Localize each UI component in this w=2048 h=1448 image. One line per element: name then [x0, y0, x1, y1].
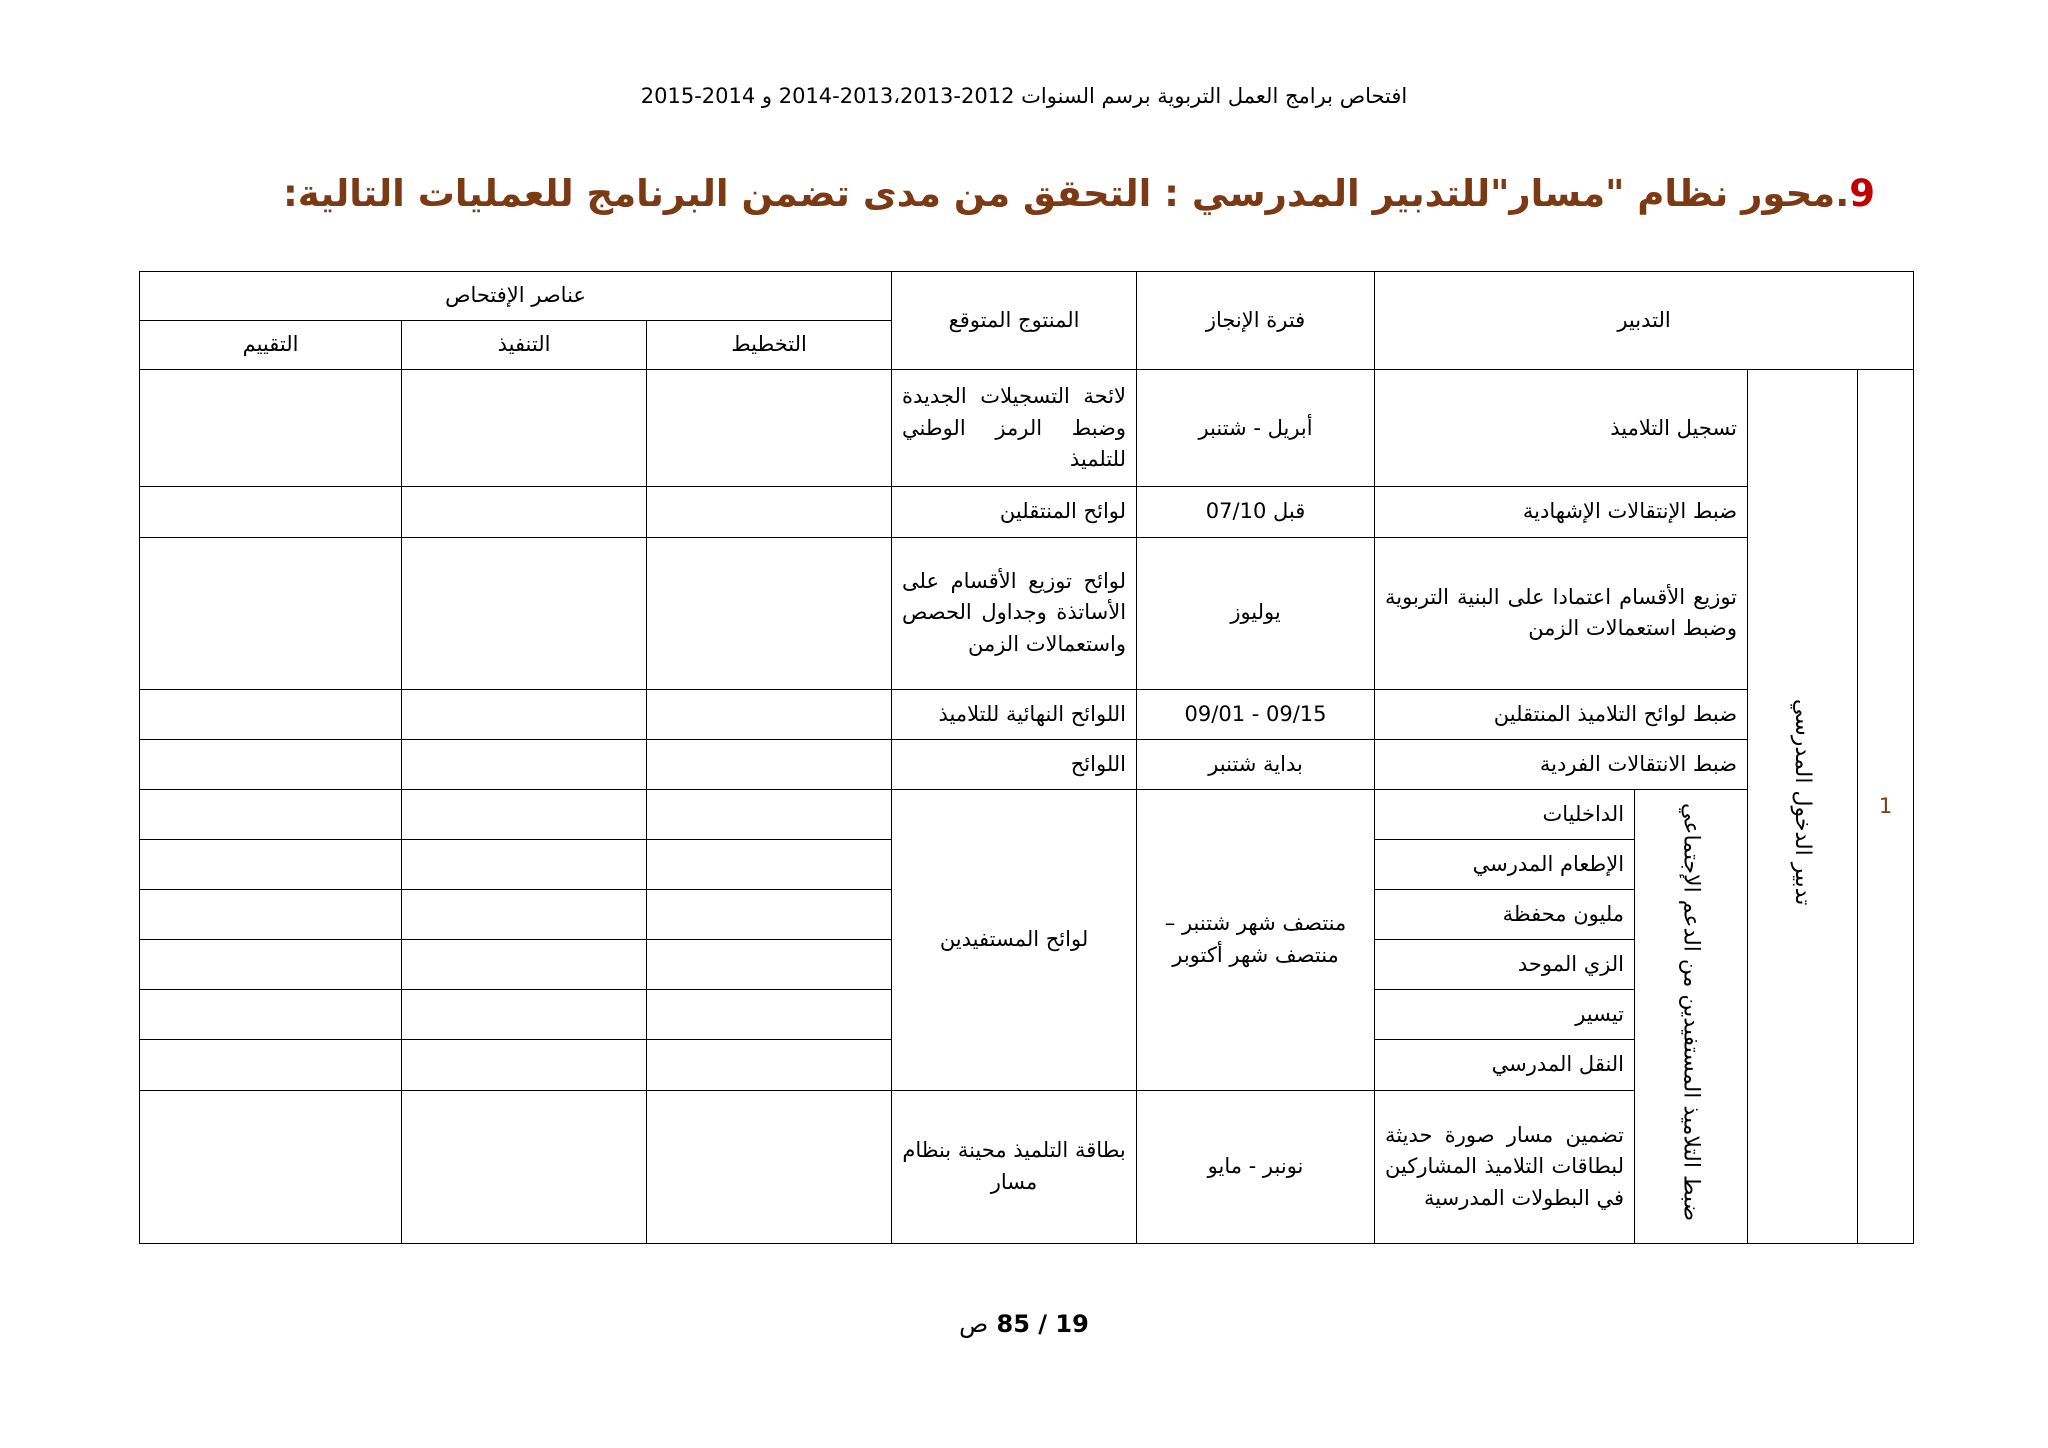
period-cell: نونبر - مايو — [1137, 1090, 1375, 1243]
operation-cell: تسجيل التلاميذ — [1375, 370, 1748, 487]
period-cell: 09/01 - 09/15 — [1137, 689, 1375, 739]
execution-cell — [402, 487, 647, 537]
execution-cell — [402, 739, 647, 789]
table-row — [140, 790, 1914, 840]
operation-cell: توزيع الأقسام اعتمادا على البنية التربوية وضبط استعمالات الزمن — [1375, 537, 1748, 689]
header-evaluation: التقييم — [140, 321, 402, 370]
product-cell: بطاقة التلميذ محينة بنظام مسار — [892, 1090, 1137, 1243]
product-cell: لوائح المنتقلين — [892, 487, 1137, 537]
header-product: المنتوج المتوقع — [892, 272, 1137, 370]
subgroup-label: ضبط التلاميذ المستفيدين من الدعم الإجتماعي — [1678, 802, 1704, 1221]
execution-cell — [402, 537, 647, 689]
header-execution: التنفيذ — [402, 321, 647, 370]
product-cell: لائحة التسجيلات الجديدة وضبط الرمز الوطني للتلميذ — [892, 370, 1137, 487]
evaluation-cell — [140, 790, 402, 840]
operation-cell: ضبط لوائح التلاميذ المنتقلين — [1375, 689, 1748, 739]
evaluation-cell — [140, 1040, 402, 1090]
planning-cell — [647, 739, 892, 789]
planning-cell — [647, 370, 892, 487]
period-cell: يوليوز — [1137, 537, 1375, 689]
section-number: 9 — [1849, 172, 1875, 215]
support-item: مليون محفظة — [1375, 890, 1635, 940]
planning-cell — [647, 840, 892, 890]
evaluation-cell — [140, 990, 402, 1040]
audit-table — [139, 271, 1914, 1244]
operation-cell: ضبط الانتقالات الفردية — [1375, 739, 1748, 789]
header-management: التدبير — [1375, 272, 1914, 370]
support-item: تيسير — [1375, 990, 1635, 1040]
period-cell: أبريل - شتنبر — [1137, 370, 1375, 487]
evaluation-cell — [140, 840, 402, 890]
support-item: الإطعام المدرسي — [1375, 840, 1635, 890]
execution-cell — [402, 840, 647, 890]
planning-cell — [647, 790, 892, 840]
header-audit: عناصر الإفتحاص — [140, 272, 892, 321]
planning-cell — [647, 890, 892, 940]
table-row — [140, 537, 1914, 689]
table-row — [140, 487, 1914, 537]
table-row — [140, 689, 1914, 739]
evaluation-cell — [140, 1090, 402, 1243]
support-product: لوائح المستفيدين — [892, 790, 1137, 1091]
planning-cell — [647, 537, 892, 689]
group-label: تدبير الدخول المدرسي — [1790, 698, 1816, 906]
support-item: الداخليات — [1375, 790, 1635, 840]
planning-cell — [647, 990, 892, 1040]
execution-cell — [402, 890, 647, 940]
support-item: النقل المدرسي — [1375, 1040, 1635, 1090]
execution-cell — [402, 689, 647, 739]
page-number: 85 / 19 — [996, 1310, 1089, 1338]
execution-cell — [402, 940, 647, 990]
table-row — [140, 739, 1914, 789]
table-row — [140, 370, 1914, 487]
page-footer — [0, 1310, 2048, 1338]
section-title — [130, 172, 1875, 215]
row-number: 1 — [1858, 370, 1914, 1244]
evaluation-cell — [140, 537, 402, 689]
header-period: فترة الإنجاز — [1137, 272, 1375, 370]
operation-cell: تضمين مسار صورة حديثة لبطاقات التلاميذ المشاركين في البطولات المدرسية — [1375, 1090, 1635, 1243]
page-header: افتحاص برامج العمل التربوية برسم السنوات 2012-2013،2013-2014 و 2014-2015 — [640, 84, 1408, 108]
product-cell: لوائح توزيع الأقسام على الأساتذة وجداول الحصص واستعمالات الزمن — [892, 537, 1137, 689]
execution-cell — [402, 1090, 647, 1243]
product-cell: اللوائح النهائية للتلاميذ — [892, 689, 1137, 739]
execution-cell — [402, 790, 647, 840]
evaluation-cell — [140, 370, 402, 487]
support-item: الزي الموحد — [1375, 940, 1635, 990]
planning-cell — [647, 487, 892, 537]
execution-cell — [402, 370, 647, 487]
page-suffix: ص — [959, 1310, 989, 1338]
group-label-cell — [1748, 370, 1858, 1244]
evaluation-cell — [140, 890, 402, 940]
subgroup-label-cell — [1635, 790, 1748, 1244]
planning-cell — [647, 689, 892, 739]
operation-cell: ضبط الإنتقالات الإشهادية — [1375, 487, 1748, 537]
planning-cell — [647, 1040, 892, 1090]
execution-cell — [402, 990, 647, 1040]
header-planning: التخطيط — [647, 321, 892, 370]
planning-cell — [647, 940, 892, 990]
section-title-text: .محور نظام "مسار"للتدبير المدرسي : التحقق من مدى تضمن البرنامج للعمليات التالية: — [283, 172, 1850, 215]
evaluation-cell — [140, 940, 402, 990]
product-cell: اللوائح — [892, 739, 1137, 789]
period-cell: بداية شتنبر — [1137, 739, 1375, 789]
execution-cell — [402, 1040, 647, 1090]
evaluation-cell — [140, 689, 402, 739]
evaluation-cell — [140, 739, 402, 789]
period-cell: قبل 07/10 — [1137, 487, 1375, 537]
support-period: منتصف شهر شتنبر – منتصف شهر أكتوبر — [1137, 790, 1375, 1091]
evaluation-cell — [140, 487, 402, 537]
planning-cell — [647, 1090, 892, 1243]
